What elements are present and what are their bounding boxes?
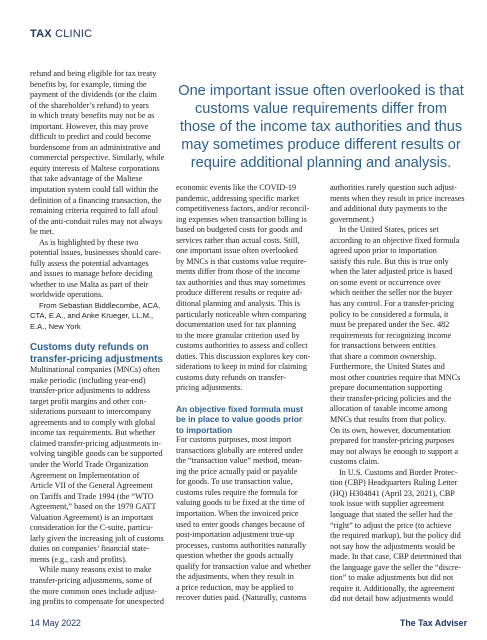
text-line: require it. Additionally, the agreement <box>330 583 455 593</box>
text-line: when the later adjusted price is based <box>330 267 453 277</box>
text-line: transactions globally are entered under <box>176 445 303 455</box>
text-line: target profit margins and other con- <box>30 396 147 406</box>
text-line: make periodic (including year-end) <box>30 375 146 385</box>
text-line: the adjustments, when they result in <box>176 572 294 582</box>
text-line: and issues to manage before deciding <box>30 269 153 279</box>
text-line: customs duty refunds on transfer- <box>176 372 286 382</box>
text-line: important. However, this may prove <box>30 121 149 131</box>
text-line: pandemic, addressing specific market <box>176 193 300 203</box>
text-line: agreed upon prior to importation <box>330 246 437 256</box>
text-line: larly given the increasing jolt of customs <box>30 533 164 543</box>
col1-paragraph-4 <box>30 565 166 607</box>
article-heading <box>30 342 166 365</box>
heading-line: An objective fixed formula must <box>176 403 304 414</box>
footer-page-info <box>30 618 81 628</box>
text-line: and additional duty payments to the <box>330 204 448 214</box>
section-label-light: CLINIC <box>55 28 93 40</box>
text-line: claimed transfer-pricing adjustments in- <box>30 438 162 448</box>
text-line: pricing adjustments. <box>176 383 243 393</box>
author-credit <box>30 301 166 332</box>
text-line: not say how the adjustments would be <box>330 541 456 551</box>
text-line: “right” to adjust the price (to achieve <box>330 520 452 530</box>
text-line: question whether the goods actually <box>176 551 294 561</box>
text-line: made. In that case, CBP determined that <box>330 552 462 562</box>
author-line: CTA, E.A., and Anke Krueger, LL.M., <box>30 311 154 321</box>
text-line: prepared for transfer-pricing purposes <box>330 436 455 446</box>
text-line: be met. <box>30 227 55 237</box>
text-line: ing the price actually paid or payable <box>176 466 298 476</box>
col1-paragraph-2 <box>30 238 166 301</box>
text-line: economic events like the COVID-19 <box>176 183 297 192</box>
col1-paragraph-3 <box>30 365 166 565</box>
text-line: for transactions between entities <box>330 341 436 351</box>
text-line: duties on companies’ financial state- <box>30 544 150 554</box>
text-line: Multinational companies (MNCs) often <box>30 365 160 375</box>
text-line: based on budgeted costs for goods and <box>176 225 303 235</box>
column-1 <box>30 69 166 608</box>
text-line: of the shareholder’s refund) to years <box>30 100 149 110</box>
text-line: the more common ones include adjust- <box>30 586 158 596</box>
text-line: MNCs that results from that policy. <box>330 415 446 425</box>
text-line: the language gave the seller the “discre- <box>330 562 461 572</box>
text-line: importation. When the invoiced price <box>176 508 299 518</box>
text-line: siderations to keep in mind for claiming <box>176 362 307 372</box>
heading-line: transfer-pricing adjustments <box>30 353 163 365</box>
text-line: prepare documentation supporting <box>330 383 443 393</box>
text-line: ments when they result in price increases <box>330 193 465 203</box>
text-line: produce different results or require ad- <box>176 288 303 298</box>
text-line: to the more granular criterion used by <box>176 330 300 340</box>
pull-quote: One important issue often overlooked is that customs value requirements differ from those of the income tax authorities and thus may sometimes produce different results or require additional planning and analysis. <box>178 83 464 171</box>
text-line: definition of a financing transaction, the <box>30 195 162 205</box>
text-line: customs claim. <box>330 457 380 467</box>
text-line: has any control. For a transfer-pricing <box>330 299 454 309</box>
text-line: requirements for recognizing income <box>330 330 452 340</box>
text-line: difficult to predict and could become <box>30 132 152 142</box>
column-3 <box>330 183 466 605</box>
text-line: ing expenses when transaction billing is <box>176 214 307 224</box>
text-line: may not always be enough to support a <box>330 446 459 456</box>
heading-line: to importation <box>176 424 233 435</box>
text-line: of the anti-conduit rules may not always <box>30 216 162 226</box>
text-line: allocation of taxable income among <box>330 404 448 414</box>
text-line: customs rules require the formula for <box>176 487 298 497</box>
text-line: Agreement,” based on the 1979 GATT <box>30 502 157 512</box>
text-line: consideration for the C-suite, particu- <box>30 523 154 533</box>
sub-heading <box>176 404 312 435</box>
section-header <box>30 28 92 40</box>
text-line: potential issues, businesses should care- <box>30 248 162 258</box>
text-line: ments (e.g., cash and profits). <box>30 554 127 564</box>
text-line: by MNCs is that customs value require- <box>176 256 307 266</box>
text-line: took issue with supplier agreement <box>330 499 445 509</box>
text-line: policy to be considered a formula, it <box>330 309 449 319</box>
text-line: must be prepared under the Sec. 482 <box>330 320 450 330</box>
text-line: While many reasons exist to make <box>39 565 152 575</box>
text-line: used to enter goods changes because of <box>176 519 305 529</box>
text-line: worldwide operations. <box>30 290 104 300</box>
text-line: siderations pursuant to intercompany <box>30 407 152 417</box>
text-line: transfer-price adjustments to address <box>30 386 151 396</box>
column-2 <box>176 183 312 604</box>
text-line: Furthermore, the United States and <box>330 362 445 372</box>
text-line: For customs purposes, most import <box>176 435 292 445</box>
text-line: agreements and to comply with global <box>30 417 156 427</box>
text-line: tion” to make adjustments but did not <box>330 573 454 583</box>
text-line: most other countries require that MNCs <box>330 372 461 382</box>
text-line: tax authorities and thus may sometimes <box>176 277 306 287</box>
text-line: remaining criteria required to fall afoul <box>30 206 158 216</box>
text-line: imputation system could fall within the <box>30 185 159 195</box>
text-line: according to an objective fixed formula <box>330 235 460 245</box>
text-line: which neither the seller nor the buyer <box>330 288 453 298</box>
text-line: valuing goods to be fixed at the time of <box>176 498 305 508</box>
col3-paragraph-1 <box>330 183 466 225</box>
text-line: authorities rarely question such adjust- <box>330 183 457 192</box>
text-line: burdensome from an administrative and <box>30 142 161 152</box>
text-line: satisfy this rule. But this is true only <box>330 256 449 266</box>
heading-line: Customs duty refunds on <box>30 342 149 354</box>
text-line: a price reduction, may be applied to <box>176 582 294 592</box>
text-line: equity interests of Maltese corporations <box>30 163 160 173</box>
text-line: the required markup), but the policy did <box>330 531 461 541</box>
col3-paragraph-3 <box>330 468 466 605</box>
text-line: that take advantage of the Maltese <box>30 174 143 184</box>
heading-line: be in place to value goods prior <box>176 414 303 425</box>
text-line: that share a common ownership. <box>330 351 437 361</box>
text-line: On its own, however, documentation <box>330 425 451 435</box>
text-line: in which treaty benefits may not be as <box>30 111 155 121</box>
page-number: 14 <box>30 618 40 628</box>
text-line: transfer-pricing adjustments, some of <box>30 576 153 585</box>
text-line: recover duties paid. (Naturally, customs <box>176 593 307 603</box>
text-line: processes, customs authorities naturally <box>176 540 307 550</box>
col2-paragraph-1 <box>176 183 312 394</box>
text-line: language that stated the seller had the <box>330 509 453 519</box>
text-line: duties. This discussion explores key con- <box>176 351 311 361</box>
author-line: E.A., New York <box>30 321 81 331</box>
col2-paragraph-2 <box>176 435 312 604</box>
text-line: competitiveness factors, and/or reconcil- <box>176 204 310 214</box>
text-line: In U.S. Customs and Border Protec- <box>339 467 458 477</box>
text-line: Valuation Agreement) is an important <box>30 512 154 522</box>
text-line: whether to use Malta as part of their <box>30 279 149 289</box>
text-line: for goods. To use transaction value, <box>176 477 293 487</box>
text-line: their transfer-pricing policies and the <box>330 393 452 403</box>
text-line: commercial perspective. Similarly, while <box>30 153 165 163</box>
text-line: refund and being eligible for tax treaty <box>30 69 157 78</box>
text-line: customs authorities to assess and collect <box>176 341 308 351</box>
author-line: From Sebastian Biddlecombe, ACA, <box>39 301 161 311</box>
text-line: As is highlighted by these two <box>39 237 139 247</box>
text-line: documentation used for tax planning <box>176 320 297 330</box>
text-line: In the United States, prices set <box>339 225 439 235</box>
issue-date: May 2022 <box>42 618 81 628</box>
text-line: benefits by, for example, timing the <box>30 79 147 89</box>
text-line: did not detail how adjustments would <box>330 594 454 604</box>
text-line: ing profits to compensate for unexpected <box>30 597 164 607</box>
text-line: (HQ) H304841 (April 23, 2021), CBP <box>330 488 455 498</box>
text-line: services rather than actual costs. Still, <box>176 235 300 245</box>
text-line: ments differ from those of the income <box>176 267 300 277</box>
text-line: Agreement on Implementation of <box>30 470 140 480</box>
text-line: post-importation adjustment true-up <box>176 530 295 540</box>
text-line: ditional planning and analysis. This is <box>176 299 301 309</box>
text-line: fully assess the potential advantages <box>30 258 149 268</box>
text-line: qualify for transaction value and whether <box>176 561 311 571</box>
text-line: on some event or occurrence over <box>330 277 441 287</box>
text-line: government.) <box>330 214 374 224</box>
col1-paragraph-1 <box>30 69 166 238</box>
text-line: on Tariffs and Trade 1994 (the “WTO <box>30 491 154 501</box>
publication-name: The Tax Adviser <box>400 618 467 628</box>
text-line: one important issue often overlooked <box>176 246 298 256</box>
col3-paragraph-2 <box>330 225 466 468</box>
text-line: particularly noticeable when comparing <box>176 309 307 319</box>
text-line: Article VII of the General Agreement <box>30 481 153 491</box>
text-line: under the World Trade Organization <box>30 459 149 469</box>
section-label-bold: TAX <box>30 28 52 40</box>
text-line: payment of the dividends (or the claim <box>30 90 157 100</box>
text-line: income tax requirements. But whether <box>30 428 156 438</box>
text-line: tion (CBP) Headquarters Ruling Letter <box>330 478 458 488</box>
text-line: volving tangible goods can be supported <box>30 449 163 459</box>
text-line: the “transaction value” method, mean- <box>176 456 303 466</box>
